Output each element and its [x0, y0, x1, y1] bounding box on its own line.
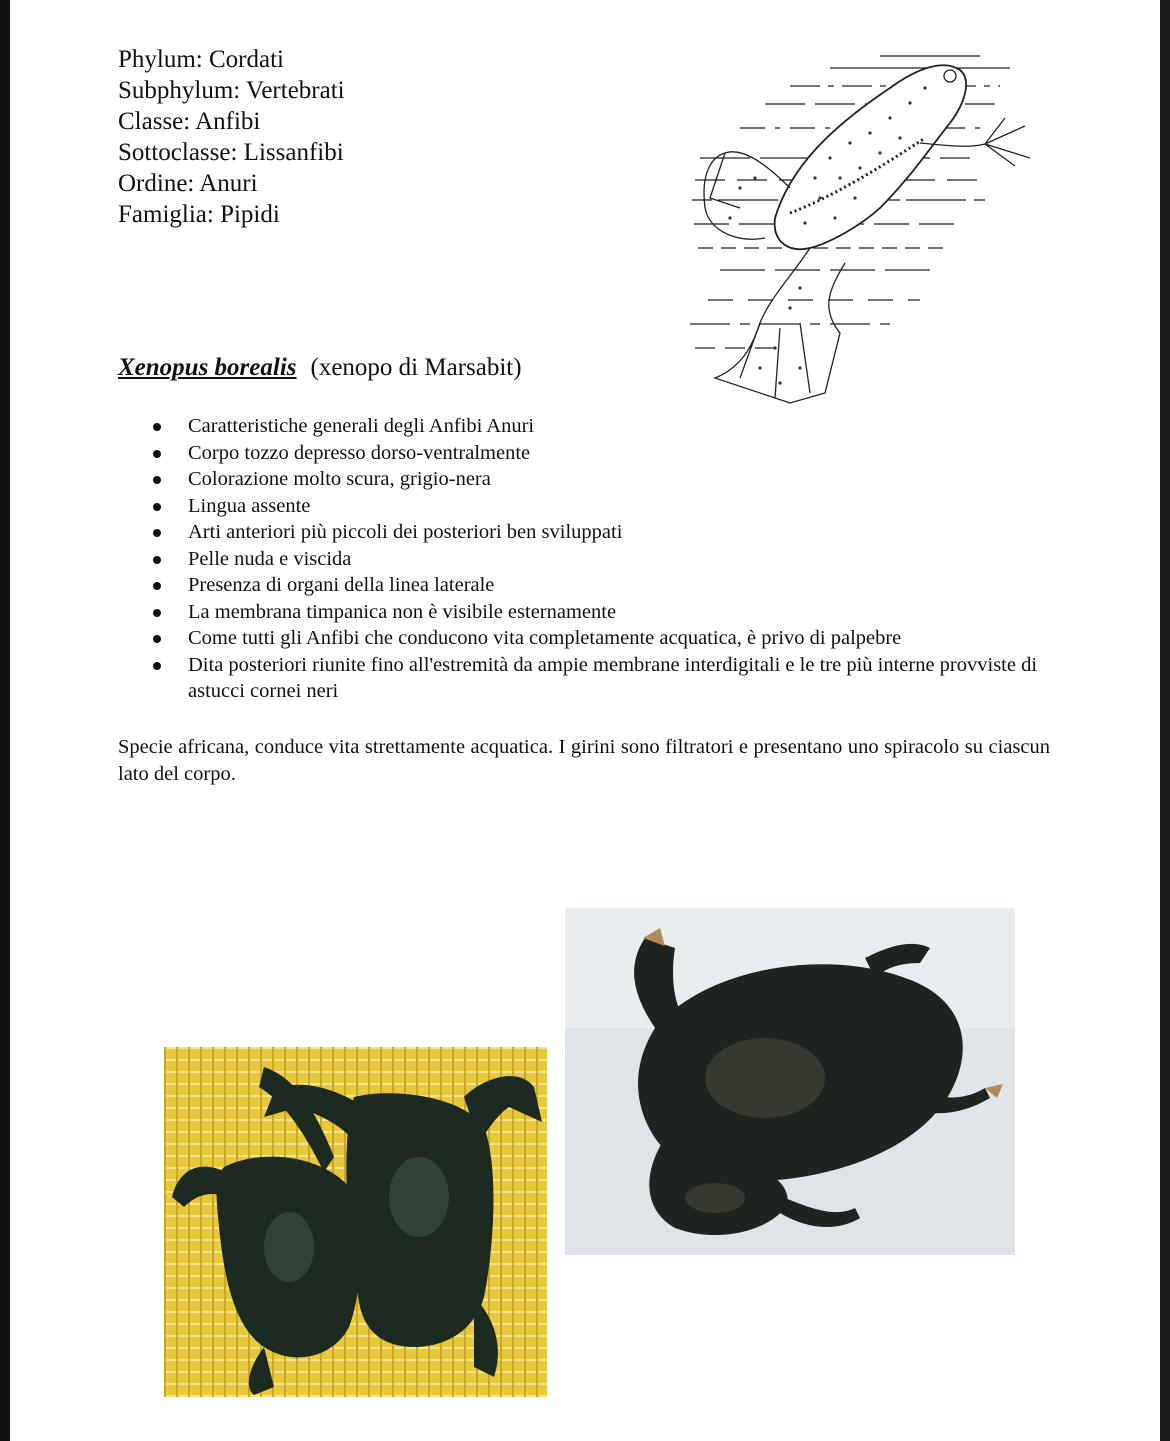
list-item: Pelle nuda e viscida	[118, 546, 1058, 573]
traits-list	[118, 413, 1058, 705]
list-item: La membrana timpanica non è visibile esternamente	[118, 599, 1058, 626]
list-item: Come tutti gli Anfibi che conducono vita completamente acquatica, è privo di palpebre	[118, 625, 1058, 652]
list-item: Presenza di organi della linea laterale	[118, 572, 1058, 599]
photo-frogs-on-mesh	[164, 1047, 547, 1397]
list-item: Arti anteriori più piccoli dei posteriori ben sviluppati	[118, 519, 1058, 546]
taxonomy-class: Classe: Anfibi	[118, 108, 261, 135]
list-item: Lingua assente	[118, 493, 1058, 520]
document-page	[10, 0, 1160, 1441]
species-common-name: (xenopo di Marsabit)	[310, 354, 522, 381]
frog-line-drawing	[680, 48, 1030, 412]
taxonomy-subclass: Sottoclasse: Lissanfibi	[118, 139, 344, 166]
photo-frog-on-white	[565, 908, 1015, 1255]
list-item: Corpo tozzo depresso dorso-ventralmente	[118, 440, 1058, 467]
species-heading	[118, 354, 522, 382]
species-scientific-name: Xenopus borealis	[118, 354, 297, 381]
description-paragraph: Specie africana, conduce vita strettamente acquatica. I girini sono filtratori e presentano uno spiracolo su ciascun lato del corpo.	[118, 736, 1050, 785]
taxonomy-subphylum: Subphylum: Vertebrati	[118, 77, 345, 104]
list-item: Caratteristiche generali degli Anfibi Anuri	[118, 413, 1058, 440]
list-item: Colorazione molto scura, grigio-nera	[118, 466, 1058, 493]
list-item: Dita posteriori riunite fino all'estremità da ampie membrane interdigitali e le tre più interne provviste di astucci cornei neri	[118, 652, 1058, 705]
taxonomy-family: Famiglia: Pipidi	[118, 201, 280, 228]
taxonomy-block	[118, 44, 345, 230]
taxonomy-order: Ordine: Anuri	[118, 170, 258, 197]
window-edge	[1160, 0, 1170, 1441]
taxonomy-phylum: Phylum: Cordati	[118, 46, 284, 73]
